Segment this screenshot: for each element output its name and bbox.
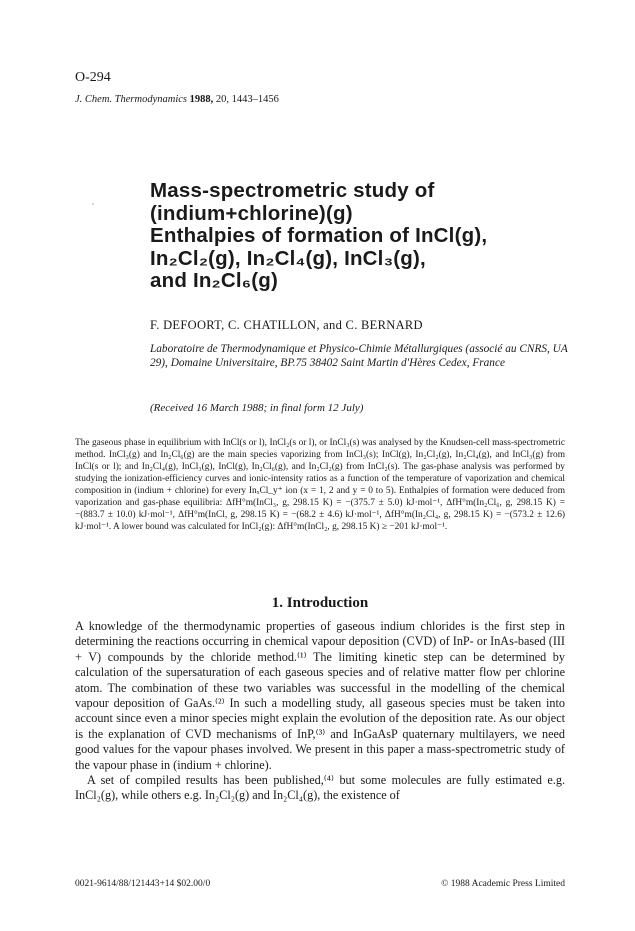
section-heading: 1. Introduction xyxy=(271,595,369,611)
body-text xyxy=(75,619,565,804)
title-line-2: (indium+chlorine)(g) xyxy=(150,201,353,225)
footer-copyright: © 1988 Academic Press Limited xyxy=(441,879,565,889)
page-code: O-294 xyxy=(75,70,111,85)
journal-name: J. Chem. Thermodynamics xyxy=(75,94,187,105)
affiliation: Laboratoire de Thermodynamique et Physico-Chimie Métallurgiques (associé au CNRS, UA 29), Domaine Universitaire, BP.75 38402 Saint Martin d'Hères Cedex, France xyxy=(150,343,568,369)
authors: F. DEFOORT, C. CHATILLON, and C. BERNARD xyxy=(150,318,423,332)
title-line-3: Enthalpies of formation of InCl(g), xyxy=(150,224,488,247)
abstract: The gaseous phase in equilibrium with InCl(s or l), InCl₂(s or l), or InCl₃(s) was analysed by the Knudsen-cell mass-spectrometric method. InCl₃(g) and In₂Cl₆(g) are the main species vaporizing from InCl₃(s); InCl(g), In₂Cl₂(g), In₂Cl₄(g), and InCl₃(g) from InCl(s or l); and In₂Cl₄(g), InCl₃(g), InCl(g), In₂Cl₆(g), and In₂Cl₂(g) from InCl₂(s). The gas-phase analysis was performed by studying the ionization-efficiency curves and ionic-intensity ratios as a function of the temperature of vaporization and chemical composition in (indium + chlorine) for every InₓCl_y⁺ ion (x = 1, 2 and y = 0 to 5). Enthalpies of formation were deduced from vaporization and gas-phase equilibria: ΔfH°m(InCl₃, g, 298.15 K) = −(375.7 ± 5.0) kJ·mol⁻¹, ΔfH°m(In₂Cl₆, g, 298.15 K) = −(883.7 ± 10.0) kJ·mol⁻¹, ΔfH°m(InCl, g, 298.15 K) = −(68.2 ± 4.6) kJ·mol⁻¹, ΔfH°m(In₂Cl₄, g, 298.15 K) = −(573.2 ± 12.6) kJ·mol⁻¹. A lower bound was calculated for InCl₂(g): ΔfH°m(InCl₂, g, 298.15 K) ≥ −201 kJ·mol⁻¹. xyxy=(75,438,565,532)
title-line-1: Mass-spectrometric study of xyxy=(150,179,435,202)
title-line-4: In₂Cl₂(g), In₂Cl₄(g), InCl₃(g), xyxy=(150,246,426,270)
journal-volume-pages: 20, 1443–1456 xyxy=(213,94,279,105)
paragraph: A knowledge of the thermodynamic properties of gaseous indium chlorides is the first step in determining the reactions occurring in chemical vapour deposition (CVD) of InP- or InAs-based (III + V) compounds by the chloride method.⁽¹⁾ The limiting kinetic step can be determined by calculation of the supersaturation of each gaseous species and of relative matter flow per chlorine atom. The combination of these two variables was successful in the modelling of the chemical vapour deposition of GaAs.⁽²⁾ In such a modelling study, all gaseous species must be taken into account since even a minor species might explain the evolution of the deposition rate. As our object is the explanation of CVD mechanisms of InP,⁽³⁾ and InGaAsP quaternary multilayers, we need good values for the vapour phases involved. We present in this paper a mass-spectrometric study of the vapour phase in (indium + chlorine). xyxy=(75,619,565,772)
paragraph: A set of compiled results has been published,⁽⁴⁾ but some molecules are fully estimated e.g. InCl₂(g), while others e.g. In₂Cl₂(g) and In₂Cl₄(g), the existence of xyxy=(75,773,565,803)
journal-citation xyxy=(75,94,279,105)
journal-year: 1988, xyxy=(189,94,214,105)
title-line-5: and In₂Cl₆(g) xyxy=(150,269,279,292)
scan-speck xyxy=(92,203,94,205)
footer-code: 0021-9614/88/121443+14 $02.00/0 xyxy=(75,879,211,889)
received-dates: (Received 16 March 1988; in final form 12 July) xyxy=(150,402,364,414)
paper-title xyxy=(150,180,580,293)
